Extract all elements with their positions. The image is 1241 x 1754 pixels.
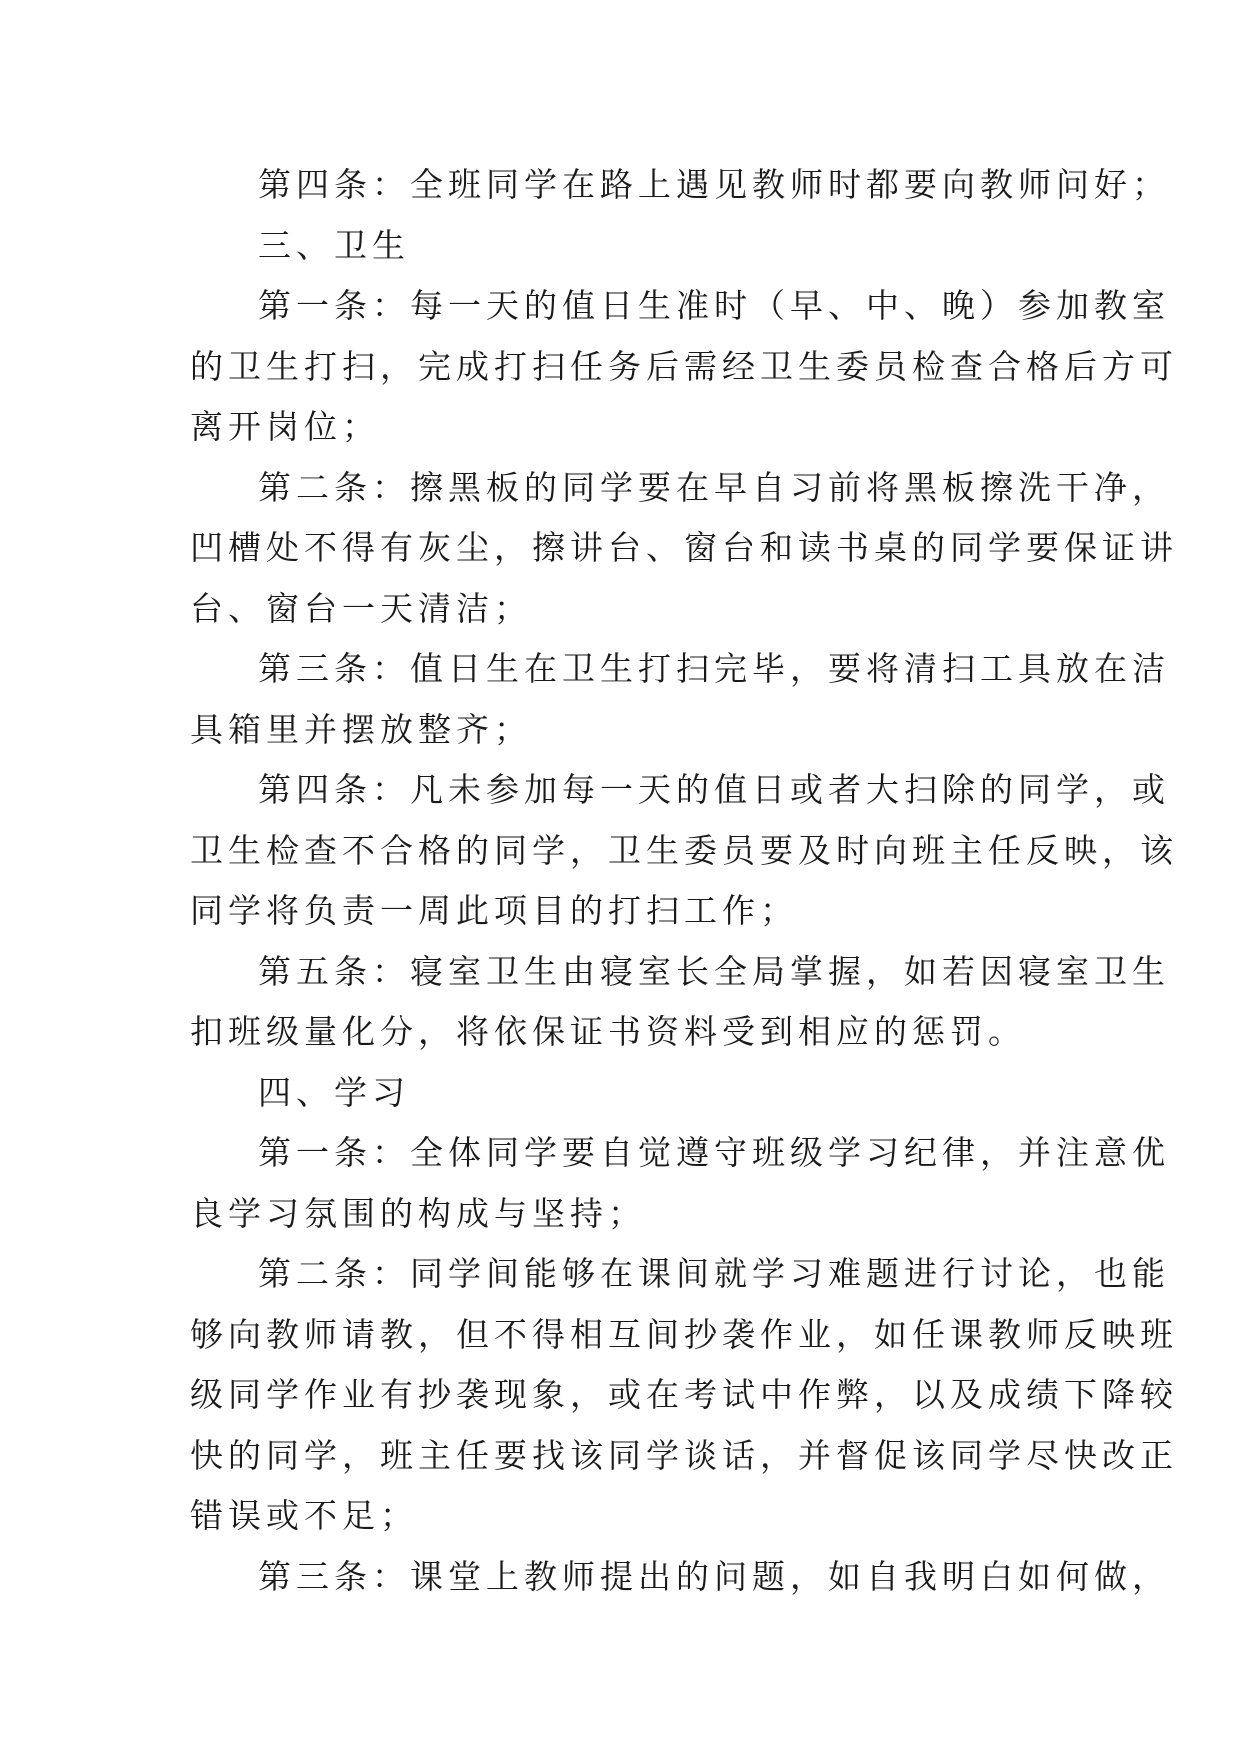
text-line: 第一条：每一天的值日生准时（早、中、晚）参加教室 [258, 286, 1170, 325]
text-line: 四、学习 [258, 1072, 410, 1112]
text-line: 第二条：同学间能够在课间就学习难题进行讨论，也能 [258, 1254, 1170, 1293]
text-line: 卫生检查不合格的同学，卫生委员要及时向班主任反映，该 [190, 830, 1178, 870]
text-line: 离开岗位； [190, 407, 380, 446]
section-heading [190, 216, 1054, 277]
text-line: 台、窗台一天清洁； [190, 588, 532, 628]
text-line: 第二条：擦黑板的同学要在早自习前将黑板擦洗干净， [258, 467, 1170, 507]
text-line: 第三条：值日生在卫生打扫完毕，要将清扫工具放在洁 [258, 649, 1170, 688]
article-paragraph [190, 458, 1178, 640]
text-line: 第四条：全班同学在路上遇见教师时都要向教师问好； [258, 165, 1170, 204]
article-paragraph [190, 276, 1178, 458]
article-paragraph [190, 155, 1170, 216]
text-line: 快的同学，班主任要找该同学谈话，并督促该同学尽快改正 [190, 1435, 1178, 1475]
text-line: 凹槽处不得有灰尘，擦讲台、窗台和读书桌的同学要保证讲 [190, 528, 1178, 567]
article-paragraph [190, 639, 1170, 760]
section-heading [190, 1063, 1054, 1124]
article-paragraph [190, 1547, 1170, 1608]
article-paragraph [190, 760, 1178, 942]
article-paragraph [190, 1244, 1178, 1547]
text-line: 同学将负责一周此项目的打扫工作； [190, 891, 798, 930]
text-line: 扣班级量化分，将依保证书资料受到相应的惩罚。 [190, 1012, 1026, 1051]
text-line: 第一条：全体同学要自觉遵守班级学习纪律，并注意优 [258, 1133, 1170, 1172]
text-line: 良学习氛围的构成与坚持； [190, 1193, 646, 1233]
article-paragraph [190, 942, 1170, 1063]
text-line: 具箱里并摆放整齐； [190, 709, 532, 749]
text-line: 三、卫生 [258, 225, 410, 265]
text-line: 第三条：课堂上教师提出的问题，如自我明白如何做， [258, 1556, 1170, 1596]
text-line: 错误或不足； [190, 1496, 418, 1535]
text-line: 第五条：寝室卫生由寝室长全局掌握，如若因寝室卫生 [258, 951, 1170, 991]
text-line: 的卫生打扫，完成打扫任务后需经卫生委员检查合格后方可 [190, 346, 1178, 386]
document-page [190, 155, 1178, 1607]
text-line: 够向教师请教，但不得相互间抄袭作业，如任课教师反映班 [190, 1314, 1178, 1354]
text-line: 级同学作业有抄袭现象，或在考试中作弊，以及成绩下降较 [190, 1375, 1178, 1414]
article-paragraph [190, 1123, 1170, 1244]
text-line: 第四条：凡未参加每一天的值日或者大扫除的同学，或 [258, 770, 1170, 809]
